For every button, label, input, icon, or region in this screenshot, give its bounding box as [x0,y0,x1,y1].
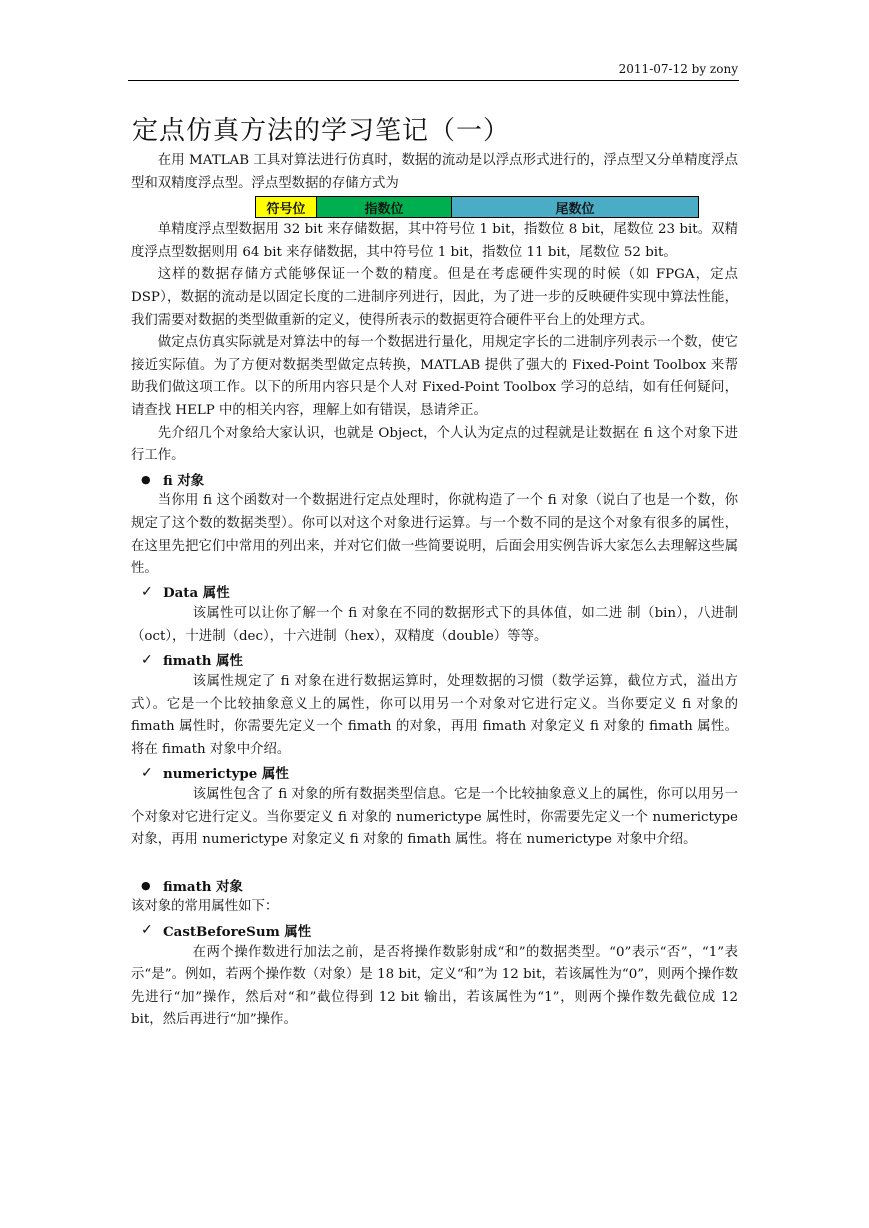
fi-object-heading [131,468,738,491]
bullet-icon: ● [141,472,151,486]
data-property-heading [131,581,738,604]
page-title: 定点仿真方法的学习笔记（一） [132,116,511,146]
castbeforesum-property-heading [131,919,738,942]
check-icon: ✓ [141,922,153,939]
check-icon: ✓ [141,764,153,781]
fimath-property-heading [131,648,738,671]
header-rule [128,80,739,81]
fimath-property-desc: 该属性规定了 fi 对象在进行数据运算时，处理数据的习惯（数学运算，截位方式，溢出方式）。它是一个比较抽象意义上的属性，你可以用另一个对象对它进行定义。当你要定义 fi 对象的 fimath 属性时，你需要先定义一个 fimath 的对象，再用 fimath 对象定义 fi 对象的 fimath 属性。将在 fimath 对象中介绍。 [131,674,738,757]
fi-intro: 当你用 fi 这个函数对一个数据进行定点处理时，你就构造了一个 fi 对象（说白了也是一个数，你规定了这个数的数据类型）。你可以对这个对象进行运算。与一个数不同的是这个对象有很多的属性，在这里先把它们中常用的列出来，并对它们做一些简要说明，后面会用实例告诉大家怎么去理解这些属性。 [131,493,738,577]
exponent-segment: 指数位 [317,197,452,217]
check-icon: ✓ [141,651,153,668]
body-content [131,150,738,1032]
property-label: numerictype 属性 [163,766,289,783]
paragraph-precision: 这样的数据存储方式能够保证一个数的精度。但是在考虑硬件实现的时候（如 FPGA，定点 DSP），数据的流动是以固定长度的二进制序列进行，因此，为了进一步的反映硬件实现中算法性能，我们需要对数据的类型做重新的定义，使得所表示的数据更符合硬件平台上的处理方式。 [131,267,738,328]
numerictype-property-heading [131,761,738,784]
fimath-intro: 该对象的常用属性如下： [131,899,279,915]
sign-bit-segment: 符号位 [256,197,317,217]
heading-label: fimath 对象 [163,878,243,895]
float-format-diagram [255,196,699,218]
property-label: CastBeforeSum 属性 [163,923,312,940]
numerictype-property-desc: 该属性包含了 fi 对象的所有数据类型信息。它是一个比较抽象意义上的属性，你可以用另一个对象对它进行定义。当你要定义 fi 对象的 numerictype 属性时，你需要先定义一个 numerictype 对象，再用 numerictype 对象定义 fi 对象的 fimath 属性。将在 numerictype 对象中介绍。 [131,787,738,848]
check-icon: ✓ [141,583,153,600]
blank-line [131,852,738,874]
mantissa-segment: 尾数位 [452,197,698,217]
castbeforesum-property-desc: 在两个操作数进行加法之前，是否将操作数影射成“和”的数据类型。“0”表示“否”，“1”表示“是”。例如，若两个操作数（对象）是 18 bit，定义“和”为 12 bit，若该属性为“0”，则两个操作数先进行“加”操作，然后对“和”截位得到 12 bit 输出，若该属性为“1”，则两个操作数先截位成 12 bit，然后再进行“加”操作。 [131,944,738,1028]
paragraph-objects: 先介绍几个对象给大家认识，也就是 Object，个人认为定点的过程就是让数据在 fi 这个对象下进行工作。 [131,425,738,464]
fimath-object-heading [131,874,738,897]
paragraph-float-sizes: 单精度浮点型数据用 32 bit 来存储数据，其中符号位 1 bit，指数位 8 bit，尾数位 23 bit。双精度浮点型数据则用 64 bit 来存储数据，其中符号位 1 bit，指数位 11 bit，尾数位 52 bit。 [131,222,738,260]
property-label: Data 属性 [163,585,230,602]
paragraph-intro: 在用 MATLAB 工具对算法进行仿真时，数据的流动是以浮点形式进行的，浮点型又分单精度浮点型和双精度浮点型。浮点型数据的存储方式为 [131,153,738,191]
page-header: 2011-07-12 by zony [618,62,738,76]
paragraph-fixed-point: 做定点仿真实际就是对算法中的每一个数据进行量化，用规定字长的二进制序列表示一个数，使它接近实际值。为了方便对数据类型做定点转换，MATLAB 提供了强大的 Fixed-Point Toolbox 来帮助我们做这项工作。以下的所用内容只是个人对 Fixed-Point Toolbox 学习的总结，如有任何疑问，请查找 HELP 中的相关内容，理解上如有错误，恳请斧正。 [131,335,738,418]
property-label: fimath 属性 [163,653,243,670]
data-property-desc: 该属性可以让你了解一个 fi 对象在不同的数据形式下的具体值，如二进 制（bin），八进制（oct），十进制（dec），十六进制（hex），双精度（double）等等。 [131,606,738,644]
bullet-icon: ● [141,878,151,892]
heading-label: fi 对象 [163,472,205,489]
